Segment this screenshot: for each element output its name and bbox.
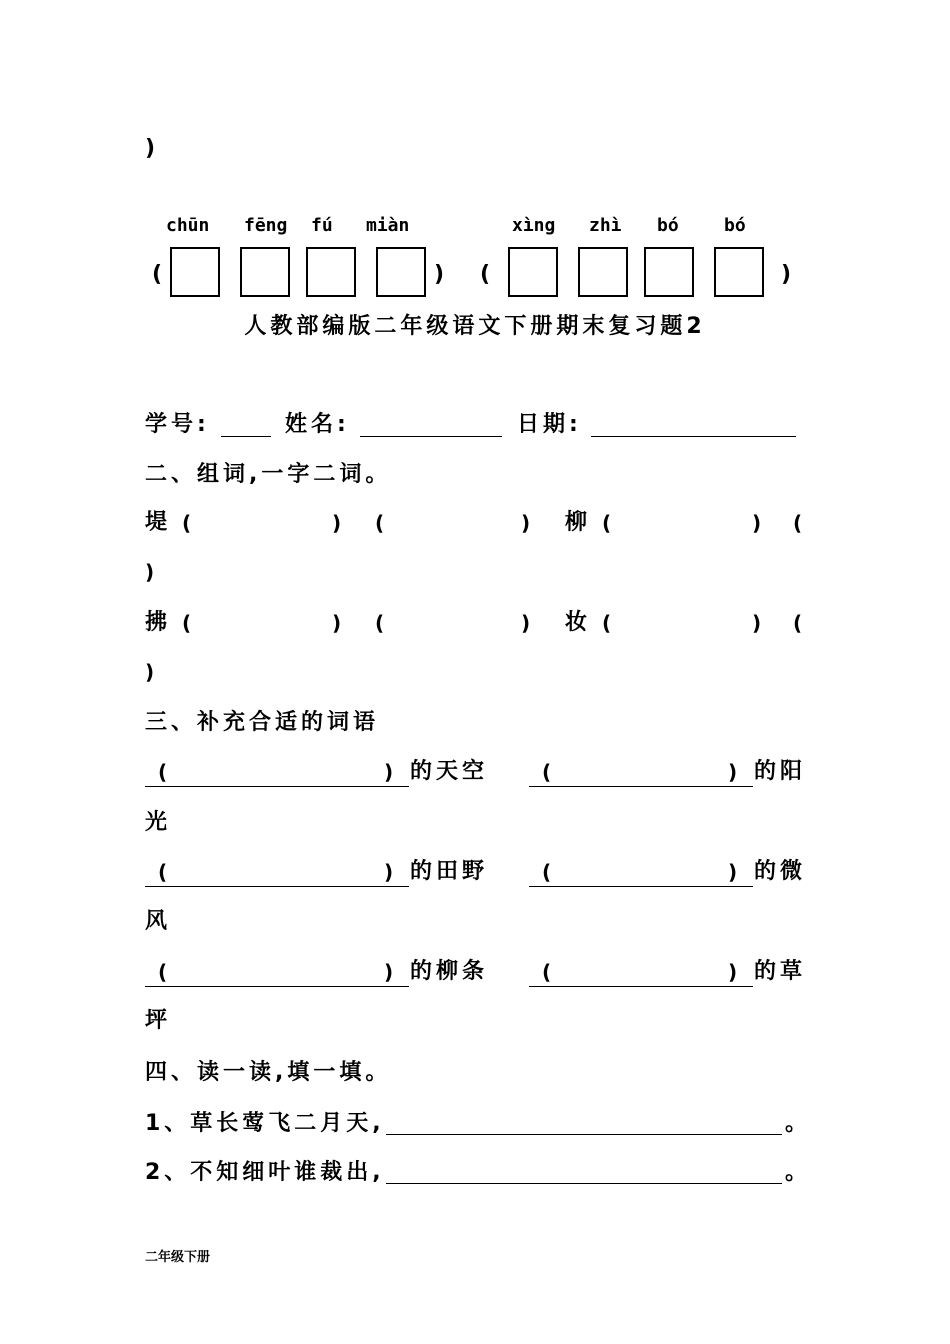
page-footer: 二年级下册: [145, 1250, 211, 1265]
poem-line: 2、不知细叶谁裁出,: [145, 1160, 385, 1185]
end-mark: 。: [785, 1160, 812, 1185]
paren-open: (: [158, 960, 168, 984]
student-name-field[interactable]: [360, 412, 502, 437]
student-name-label: 姓名:: [285, 412, 350, 437]
writing-box[interactable]: [306, 247, 356, 297]
fill-line[interactable]: [529, 962, 753, 987]
paren-open: (: [158, 860, 168, 884]
section2-char: 拂: [145, 610, 172, 635]
paren-close: ): [384, 860, 394, 884]
student-number-field[interactable]: [221, 412, 271, 437]
paren-open: (: [602, 611, 612, 635]
section2-char: 堤: [145, 510, 172, 535]
paren-open: (: [793, 511, 803, 535]
pinyin-syllable: fēng: [244, 215, 288, 236]
paren-close: ): [332, 511, 342, 535]
paren-close: ): [752, 511, 762, 535]
paren-open: (: [602, 511, 612, 535]
paren-open: (: [152, 262, 163, 287]
date-label: 日期:: [517, 412, 582, 437]
paren-open: (: [375, 511, 385, 535]
end-mark: 。: [785, 1111, 812, 1136]
phrase-suffix: 的阳: [754, 759, 807, 784]
fill-line[interactable]: [529, 862, 753, 887]
writing-box[interactable]: [714, 247, 764, 297]
student-number-label: 学号:: [145, 412, 210, 437]
section4-heading: 四、读一读,填一填。: [145, 1060, 392, 1085]
paren-close: ): [728, 760, 738, 784]
paren-open: (: [375, 611, 385, 635]
pinyin-syllable: xìng: [512, 215, 556, 236]
section2-heading: 二、组词,一字二词。: [145, 462, 392, 487]
pinyin-syllable: bó: [657, 215, 679, 236]
fill-line[interactable]: [145, 762, 409, 787]
pinyin-syllable: zhì: [589, 215, 622, 236]
fill-line[interactable]: [145, 862, 409, 887]
paren-close: ): [521, 511, 531, 535]
section2-char: 柳: [565, 510, 592, 535]
section3-heading: 三、补充合适的词语: [145, 710, 380, 735]
phrase-suffix: 的田野: [410, 859, 489, 884]
fill-line[interactable]: [145, 962, 409, 987]
section2-char: 妆: [565, 610, 592, 635]
paren-close: ): [521, 611, 531, 635]
pinyin-syllable: fú: [311, 215, 333, 236]
paren-open: (: [542, 760, 552, 784]
phrase-suffix-wrap: 坪: [145, 1008, 172, 1033]
paren-close: ): [781, 262, 792, 287]
pinyin-syllable: miàn: [366, 215, 410, 236]
writing-box[interactable]: [644, 247, 694, 297]
phrase-suffix-wrap: 光: [145, 810, 172, 835]
paren-open: (: [158, 760, 168, 784]
writing-box[interactable]: [240, 247, 290, 297]
paren-close: ): [434, 262, 445, 287]
paren-open: (: [182, 611, 192, 635]
writing-box[interactable]: [376, 247, 426, 297]
writing-box[interactable]: [170, 247, 220, 297]
paren-close: ): [752, 611, 762, 635]
paren-close: ): [332, 611, 342, 635]
writing-box[interactable]: [508, 247, 558, 297]
paren-close: ): [145, 560, 155, 584]
phrase-suffix: 的柳条: [410, 959, 489, 984]
page-title: 人教部编版二年级语文下册期末复习题2: [244, 314, 706, 339]
top-fragment: ): [145, 136, 160, 161]
pinyin-syllable: bó: [724, 215, 746, 236]
paren-close: ): [728, 860, 738, 884]
paren-close: ): [728, 960, 738, 984]
paren-open: (: [793, 611, 803, 635]
paren-close: ): [145, 660, 155, 684]
poem-fill-line[interactable]: [386, 1159, 782, 1184]
poem-line: 1、草长莺飞二月天,: [145, 1111, 385, 1136]
pinyin-syllable: chūn: [166, 215, 210, 236]
paren-open: (: [480, 262, 491, 287]
phrase-suffix-wrap: 风: [145, 909, 172, 934]
phrase-suffix: 的草: [754, 959, 807, 984]
paren-open: (: [542, 860, 552, 884]
phrase-suffix: 的天空: [410, 759, 489, 784]
date-field[interactable]: [591, 412, 796, 437]
fill-line[interactable]: [529, 762, 753, 787]
phrase-suffix: 的微: [754, 859, 807, 884]
paren-open: (: [182, 511, 192, 535]
poem-fill-line[interactable]: [386, 1110, 782, 1135]
writing-box[interactable]: [578, 247, 628, 297]
paren-close: ): [384, 960, 394, 984]
paren-close: ): [384, 760, 394, 784]
paren-open: (: [542, 960, 552, 984]
